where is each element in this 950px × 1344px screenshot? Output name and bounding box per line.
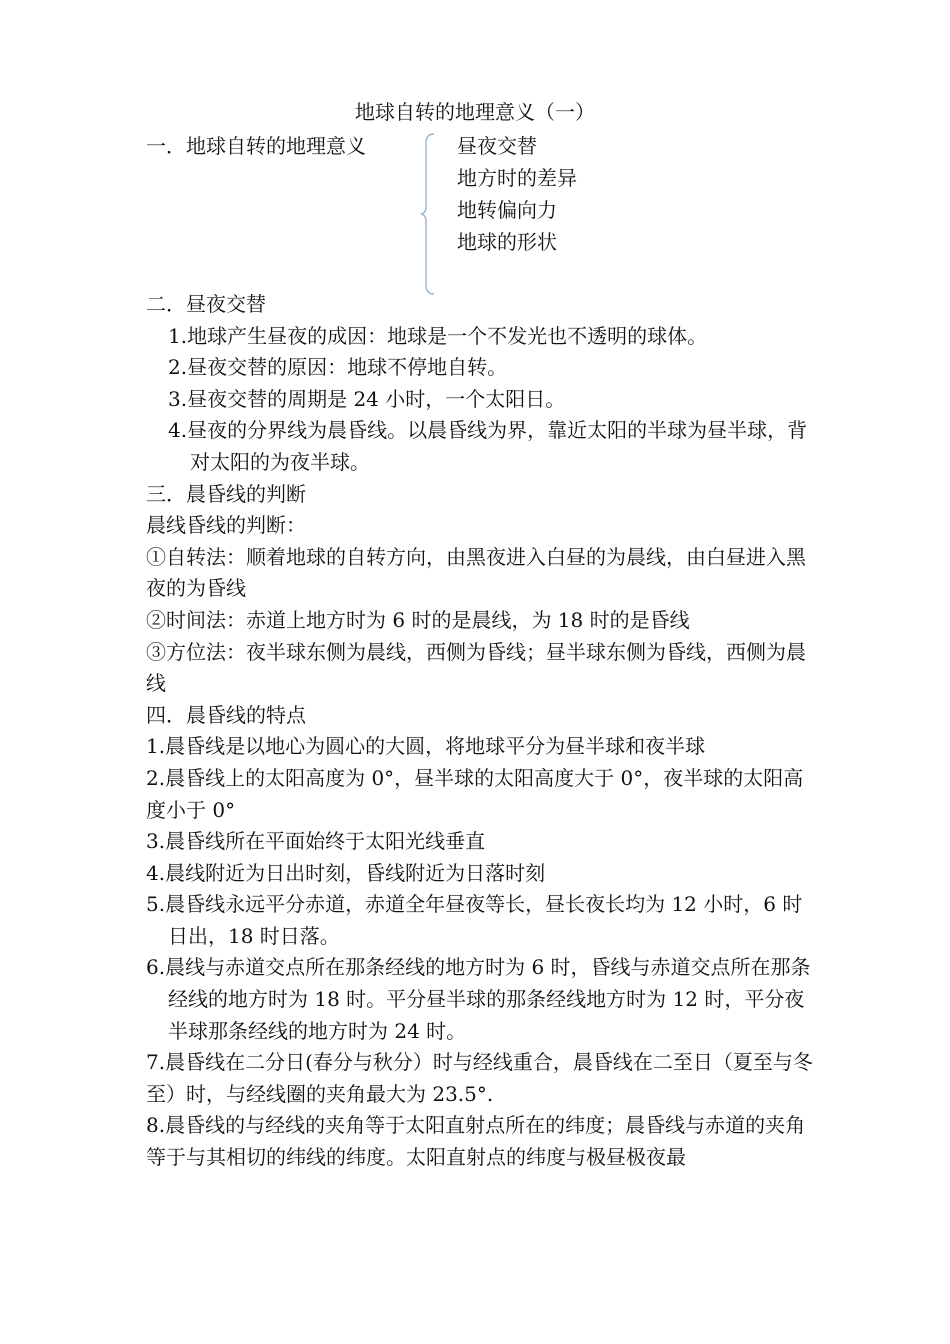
list-item: ①自转法：顺着地球的自转方向，由黑夜进入白昼的为晨线，由白昼进入黑夜的为昏线 — [146, 544, 806, 601]
list-item: ③方位法：夜半球东侧为晨线，西侧为昏线；昼半球东侧为昏线，西侧为晨线 — [146, 639, 806, 696]
outline-heading: 一．地球自转的地理意义 — [146, 134, 366, 158]
outline-item: 昼夜交替 — [457, 134, 537, 158]
list-item: 6.晨线与赤道交点所在那条经线的地方时为 6 时，昏线与赤道交点所在那条经线的地方时为 18 时。平分昼半球的那条经线地方时为 12 时，平分夜半球那条经线的地方时为 24 时。 — [146, 955, 811, 1043]
section-heading: 三．晨昏线的判断 — [146, 481, 306, 506]
list-item: 4.昼夜的分界线为晨昏线。以晨昏线为界，靠近太阳的半球为昼半球，背对太阳的为夜半球。 — [168, 418, 808, 474]
list-item: 5.晨昏线永远平分赤道，赤道全年昼夜等长，昼长夜长均为 12 小时，6 时日出，18 时日落。 — [146, 892, 803, 948]
outline-item: 地转偏向力 — [457, 198, 557, 222]
list-item: 4.晨线附近为日出时刻，昏线附近为日落时刻 — [146, 860, 546, 885]
list-item: 1.晨昏线是以地心为圆心的大圆，将地球平分为昼半球和夜半球 — [146, 734, 706, 759]
outline-item: 地方时的差异 — [457, 166, 577, 190]
outline-list — [457, 130, 577, 258]
list-item: 7.晨昏线在二分日(春分与秋分）时与经线重合，晨昏线在二至日（夏至与冬至）时，与经线圈的夹角最大为 23.5°. — [146, 1050, 813, 1106]
list-item: 1.地球产生昼夜的成因：地球是一个不发光也不透明的球体。 — [168, 323, 708, 348]
document-body — [146, 289, 820, 1174]
list-item: 2.晨昏线上的太阳高度为 0°，昼半球的太阳高度大于 0°，夜半球的太阳高度小于 0° — [146, 765, 804, 822]
list-item: 8.晨昏线的与经线的夹角等于太阳直射点所在的纬度；晨昏线与赤道的夹角等于与其相切的纬线的纬度。太阳直射点的纬度与极昼极夜最 — [146, 1113, 806, 1170]
document-title: 地球自转的地理意义（一） — [355, 100, 595, 124]
list-item: 3.昼夜交替的周期是 24 小时，一个太阳日。 — [168, 386, 566, 411]
section-heading: 四．晨昏线的特点 — [146, 702, 306, 727]
list-item: 3.晨昏线所在平面始终于太阳光线垂直 — [146, 829, 486, 854]
list-item: 2.昼夜交替的原因：地球不停地自转。 — [168, 355, 508, 380]
section-subheading: 晨线昏线的判断： — [146, 513, 306, 538]
list-item: ②时间法：赤道上地方时为 6 时的是晨线，为 18 时的是昏线 — [146, 607, 690, 632]
left-brace-icon — [418, 133, 438, 295]
outline-item: 地球的形状 — [457, 230, 557, 254]
section-heading: 二．昼夜交替 — [146, 292, 266, 316]
